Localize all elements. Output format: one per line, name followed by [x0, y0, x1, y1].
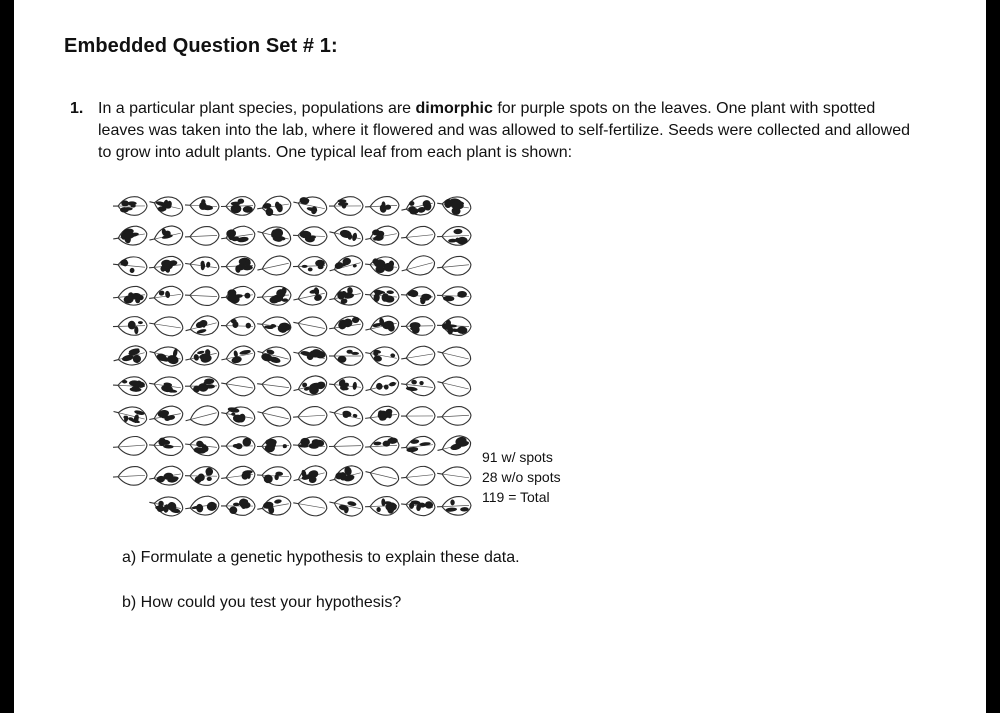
- count-with-spots: 91 w/ spots: [482, 449, 553, 465]
- plain-leaf-icon: [255, 254, 292, 279]
- spotted-leaf-icon: [291, 373, 328, 399]
- spotted-leaf-icon: [293, 226, 328, 246]
- plain-leaf-icon: [400, 225, 436, 247]
- spotted-leaf-icon: [185, 196, 220, 216]
- plain-leaf-icon: [363, 463, 400, 489]
- plain-leaf-icon: [401, 407, 435, 426]
- spotted-leaf-icon: [293, 256, 328, 276]
- spotted-leaf-icon: [401, 316, 435, 335]
- page-title: Embedded Question Set # 1:: [64, 35, 338, 57]
- spotted-leaf-icon: [437, 286, 472, 306]
- spotted-leaf-icon: [148, 374, 184, 397]
- plain-leaf-icon: [292, 313, 329, 338]
- spotted-leaf-icon: [327, 223, 364, 249]
- spotted-leaf-icon: [148, 404, 185, 429]
- plain-leaf-icon: [329, 436, 363, 455]
- spotted-leaf-icon: [147, 342, 184, 368]
- spotted-leaf-icon: [364, 285, 399, 306]
- spotted-leaf-icon: [435, 433, 472, 459]
- plain-leaf-icon: [436, 255, 472, 277]
- spotted-leaf-icon: [365, 196, 400, 216]
- plain-leaf-icon: [148, 314, 184, 338]
- spotted-leaf-icon: [400, 285, 435, 306]
- plain-leaf-icon: [435, 343, 472, 369]
- spotted-leaf-icon: [113, 316, 148, 336]
- spotted-leaf-icon: [364, 405, 400, 428]
- spotted-leaf-icon: [256, 494, 293, 518]
- spotted-leaf-icon: [220, 465, 256, 488]
- spotted-leaf-icon: [256, 286, 291, 307]
- plain-leaf-icon: [399, 253, 437, 280]
- spotted-leaf-icon: [256, 315, 292, 338]
- count-without-spots: 28 w/o spots: [482, 469, 561, 485]
- part-b-prompt: b) How could you test your hypothesis?: [122, 594, 402, 611]
- spotted-leaf-icon: [257, 466, 292, 486]
- spotted-leaf-icon: [437, 226, 472, 246]
- spotted-leaf-icon: [148, 436, 183, 457]
- spotted-leaf-icon: [220, 404, 257, 428]
- spotted-leaf-icon: [111, 402, 148, 428]
- dimorphic-term: dimorphic: [415, 100, 493, 117]
- question-text: [98, 98, 910, 164]
- spotted-leaf-icon: [148, 493, 185, 518]
- spotted-leaf-icon: [220, 285, 256, 307]
- spotted-leaf-icon: [400, 375, 436, 397]
- spotted-leaf-icon: [184, 254, 220, 277]
- spotted-leaf-icon: [363, 373, 400, 399]
- plain-leaf-icon: [436, 464, 472, 487]
- spotted-leaf-icon: [257, 436, 291, 455]
- spotted-leaf-icon: [112, 285, 148, 307]
- spotted-leaf-icon: [437, 316, 472, 336]
- spotted-leaf-icon: [256, 195, 292, 218]
- spotted-leaf-icon: [329, 197, 363, 216]
- spotted-leaf-icon: [399, 194, 436, 220]
- question-number: 1.: [70, 100, 84, 117]
- plain-leaf-icon: [292, 406, 327, 427]
- plain-leaf-icon: [292, 494, 329, 518]
- spotted-leaf-icon: [255, 342, 292, 368]
- spotted-leaf-icon: [291, 284, 328, 309]
- plain-leaf-icon: [185, 286, 220, 306]
- spotted-leaf-icon: [364, 343, 401, 367]
- spotted-leaf-icon: [184, 435, 220, 457]
- question-1: [70, 98, 910, 164]
- spotted-leaf-icon: [364, 255, 400, 277]
- spotted-leaf-icon: [148, 285, 184, 308]
- leaf-counts: [482, 447, 561, 507]
- spotted-leaf-icon: [364, 436, 399, 457]
- spotted-leaf-icon: [219, 344, 256, 369]
- part-a-prompt: a) Formulate a genetic hypothesis to explain these data.: [122, 549, 520, 566]
- leaf-figure: [104, 188, 484, 518]
- spotted-leaf-icon: [185, 466, 219, 485]
- spotted-leaf-icon: [221, 316, 255, 335]
- plain-leaf-icon: [255, 403, 292, 429]
- spotted-leaf-icon: [221, 196, 255, 215]
- spotted-leaf-icon: [112, 255, 148, 277]
- spotted-leaf-icon: [329, 347, 363, 366]
- plain-leaf-icon: [400, 465, 436, 487]
- spotted-leaf-icon: [185, 377, 219, 396]
- spotted-leaf-icon: [292, 343, 329, 368]
- plain-leaf-icon: [435, 373, 472, 399]
- spotted-leaf-icon: [183, 313, 221, 339]
- spotted-leaf-icon: [437, 496, 472, 516]
- spotted-leaf-icon: [147, 224, 184, 249]
- spotted-leaf-icon: [111, 343, 149, 370]
- spotted-leaf-icon: [221, 437, 255, 456]
- plain-leaf-icon: [113, 466, 148, 486]
- spotted-leaf-icon: [293, 436, 328, 456]
- spotted-leaf-icon: [147, 193, 184, 219]
- spotted-leaf-icon: [328, 375, 364, 397]
- plain-leaf-icon: [183, 403, 221, 429]
- spotted-leaf-icon: [113, 376, 148, 396]
- spotted-leaf-icon: [400, 495, 436, 517]
- spotted-leaf-icon: [255, 223, 292, 249]
- plain-leaf-icon: [436, 406, 471, 427]
- spotted-leaf-icon: [221, 256, 256, 276]
- spotted-leaf-icon: [363, 314, 400, 339]
- question-text-end: for purple spots on the leaves. One plant with spotted leaves was taken into the lab, where it flowered and was allowed to self-fertilize. Seeds were collected and allowed to grow into adult plants. One typical leaf from each plant is shown:: [98, 100, 910, 161]
- spotted-leaf-icon: [291, 463, 329, 489]
- plain-leaf-icon: [220, 374, 256, 398]
- spotted-leaf-icon: [364, 224, 401, 248]
- spotted-leaf-icon: [327, 403, 364, 429]
- spotted-leaf-icon: [183, 344, 220, 369]
- spotted-leaf-icon: [148, 255, 184, 277]
- plain-leaf-icon: [185, 226, 220, 246]
- spotted-leaf-icon: [327, 463, 365, 489]
- question-text-start: In a particular plant species, populations are: [98, 100, 416, 117]
- spotted-leaf-icon: [184, 495, 220, 518]
- spotted-leaf-icon: [113, 197, 147, 216]
- spotted-leaf-icon: [221, 497, 255, 516]
- spotted-leaf-icon: [365, 496, 400, 516]
- count-total: 119 = Total: [482, 489, 550, 505]
- spotted-leaf-icon: [400, 435, 436, 457]
- spotted-leaf-icon: [291, 193, 328, 218]
- spotted-leaf-icon: [327, 493, 364, 518]
- spotted-leaf-icon: [328, 284, 365, 309]
- spotted-leaf-icon: [328, 315, 364, 338]
- spotted-leaf-icon: [327, 253, 365, 280]
- plain-leaf-icon: [112, 436, 147, 457]
- spotted-leaf-icon: [148, 464, 185, 488]
- plain-leaf-icon: [400, 344, 436, 368]
- document-page: [14, 0, 986, 713]
- plain-leaf-icon: [256, 374, 292, 397]
- spotted-leaf-icon: [220, 225, 256, 248]
- spotted-leaf-icon: [112, 224, 148, 248]
- spotted-leaf-icon: [436, 194, 472, 217]
